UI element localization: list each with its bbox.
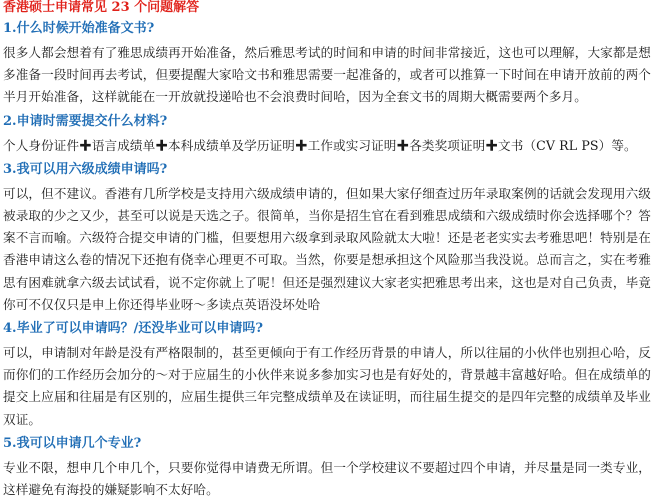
faq-question-2: 2.申请时需要提交什么材料?: [3, 113, 168, 129]
faq-section-2: [3, 113, 651, 157]
faq-answer-4: 可以，申请制对年龄是没有严格限制的，甚至更倾向于有工作经历背景的申请人，所以往届的小伙伴也别担心哈，反而你们的工作经历会加分的～对于应届生的小伙伴来说多参加实习也是有好处的，背景越丰富越好哈。但在成绩单的提交上应届和往届是有区别的，应届生提供三年完整成绩单及在读证明，而往届生提交的是四年完整的成绩单及毕业双证。: [3, 345, 651, 427]
faq-section-4: [3, 320, 651, 431]
faq-question-4: 4.毕业了可以申请吗？/还没毕业可以申请吗?: [3, 321, 263, 337]
faq-question-3: 3.我可以用六级成绩申请吗?: [3, 161, 168, 177]
faq-section-3: [3, 161, 651, 316]
faq-answer-1: 很多人都会想着有了雅思成绩再开始准备，然后雅思考试的时间和申请的时间非常接近，这也可以理解，大家都是想多准备一段时间再去考试，但要提醒大家哈文书和雅思需要一起准备的，或者可以推算一下时间在申请开放前的两个半月开始准备，这样就能在一开放就投递哈也不会浪费时间哈，因为全套文书的周期大概需要两个多月。: [3, 45, 651, 105]
page-title: 香港硕士申请常见 23 个问题解答: [3, 0, 200, 15]
faq-question-5: 5.我可以申请几个专业?: [3, 435, 142, 451]
faq-section-5: [3, 435, 651, 501]
faq-section-1: [3, 20, 651, 109]
faq-answer-5: 专业不限，想申几个申几个，只要你觉得申请费无所谓。但一个学校建议不要超过四个申请，并尽量是同一类专业，这样避免有海投的嫌疑影响不太好哈。: [3, 459, 651, 498]
faq-answer-3: 可以，但不建议。香港有几所学校是支持用六级成绩申请的，但如果大家仔细查过历年录取案例的话就会发现用六级被录取的少之又少，甚至可以说是天选之子。很简单，当你是招生官在看到雅思成绩和六级成绩时你会选择哪个？答案不言而喻。六级符合提交申请的门槛，但要想用六级拿到录取风险就太大啦！还是老老实实去考雅思吧！特别是在香港申请这么卷的情况下还抱有侥幸心理更不可取。当然，你要是想承担这个风险那当我没说。总而言之，实在考雅思有困难就拿六级去试试看，说不定你就上了呢！但还是强烈建议大家老实把雅思考出来，这也是对自己负责，毕竟你可不仅仅只是申上你还得毕业呀～多读点英语没坏处哈: [3, 185, 651, 312]
faq-question-1: 1.什么时候开始准备文书?: [3, 21, 155, 36]
faq-answer-2: 个人身份证件✚语言成绩单✚本科成绩单及学历证明✚工作或实习证明✚各类奖项证明✚文书（CV RL PS）等。: [3, 137, 637, 153]
